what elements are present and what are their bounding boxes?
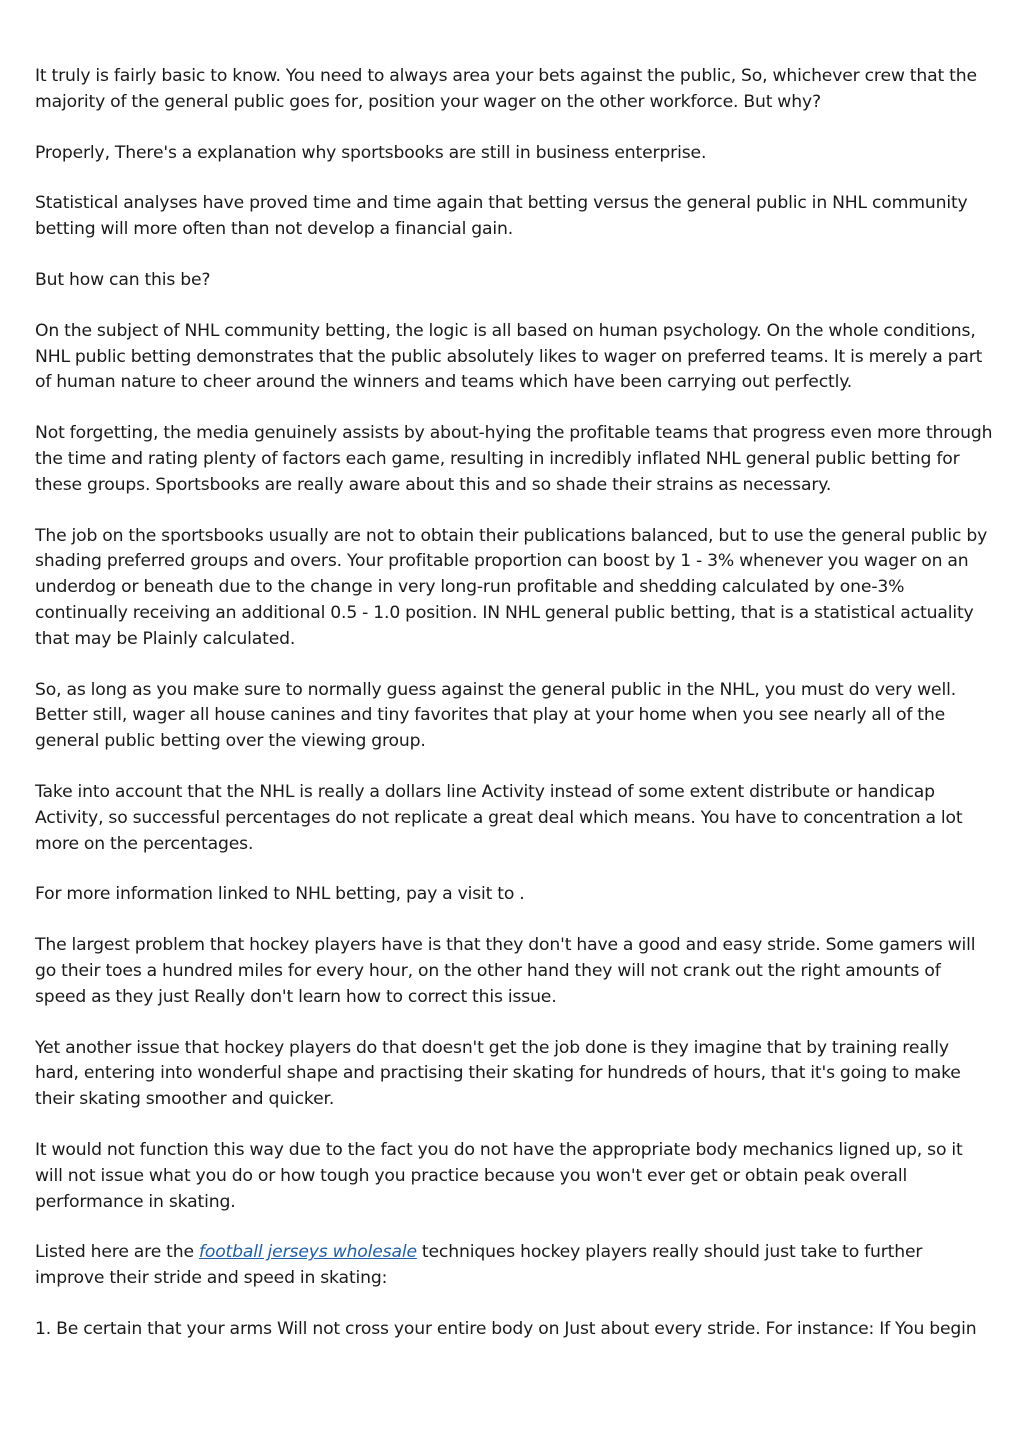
link-paragraph-tail: techniques hockey players really should just take to further improve their stride and speed in skating:: [35, 1242, 923, 1289]
paragraph: But how can this be?: [35, 269, 211, 290]
paragraph: Statistical analyses have proved time and time again that betting versus the general public in NHL community betting will more often than not develop a financial gain.: [35, 193, 968, 240]
paragraph: Take into account that the NHL is really a dollars line Activity instead of some extent distribute or handicap Activity, so successful percentages do not replicate a great deal which means. You have to concentration a lot more on the percentages.: [35, 781, 963, 854]
paragraph: The job on the sportsbooks usually are not to obtain their publications balanced, but to use the general public by shading preferred groups and overs. Your profitable proportion can boost by 1 - 3% whenever you wager on an underdog or beneath due to the change in very long-run profitable and shedding calculated by one-3% continually receiving an additional 0.5 - 1.0 position. IN NHL general public betting, that is a statistical actuality that may be Plainly calculated.: [35, 525, 988, 649]
paragraph: Yet another issue that hockey players do that doesn't get the job done is they imagine that by training really hard, entering into wonderful shape and practising their skating for hundreds of hours, that it's going to make their skating smoother and quicker.: [35, 1037, 961, 1110]
paragraph: So, as long as you make sure to normally guess against the general public in the NHL, you must do very well. Better still, wager all house canines and tiny favorites that play at your home when you see nearly all of the general public betting over the viewing group.: [35, 679, 957, 752]
paragraph: Properly, There's a explanation why sportsbooks are still in business enterprise.: [35, 142, 707, 163]
paragraph: It truly is fairly basic to know. You need to always area your bets against the public, So, whichever crew that the majority of the general public goes for, position your wager on the other workforce. But why?: [35, 66, 977, 112]
football-jerseys-link[interactable]: football jerseys wholesale: [198, 1242, 417, 1263]
link-paragraph: [35, 1240, 993, 1292]
paragraph: On the subject of NHL community betting, the logic is all based on human psychology. On the whole conditions, NHL public betting demonstrates that the public absolutely likes to wager on preferred teams. It is merely a part of human nature to cheer around the winners and teams which have been carrying out perfectly.: [35, 320, 983, 393]
paragraph: It would not function this way due to the fact you do not have the appropriate body mechanics ligned up, so it will not issue what you do or how tough you practice because you won't ever get or obtain peak overall performance in skating.: [35, 1139, 963, 1212]
paragraph: The largest problem that hockey players have is that they don't have a good and easy stride. Some gamers will go their toes a hundred miles for every hour, on the other hand they will not crank out the right amounts of speed as they just Really don't learn how to correct this issue.: [35, 935, 976, 1007]
numbered-paragraph: 1. Be certain that your arms Will not cross your entire body on Just about every stride. For instance: If You begin: [35, 1318, 977, 1339]
paragraph: Not forgetting, the media genuinely assists by about-hying the profitable teams that progress even more through the time and rating plenty of factors each game, resulting in incredibly inflated NHL general public betting for these groups. Sportsbooks are really aware about this and so shade their strains as necessary.: [35, 423, 993, 495]
link-paragraph-lead: Listed here are the: [35, 1242, 199, 1263]
document-body: [35, 64, 993, 1368]
paragraph: For more information linked to NHL betting, pay a visit to .: [35, 884, 525, 905]
